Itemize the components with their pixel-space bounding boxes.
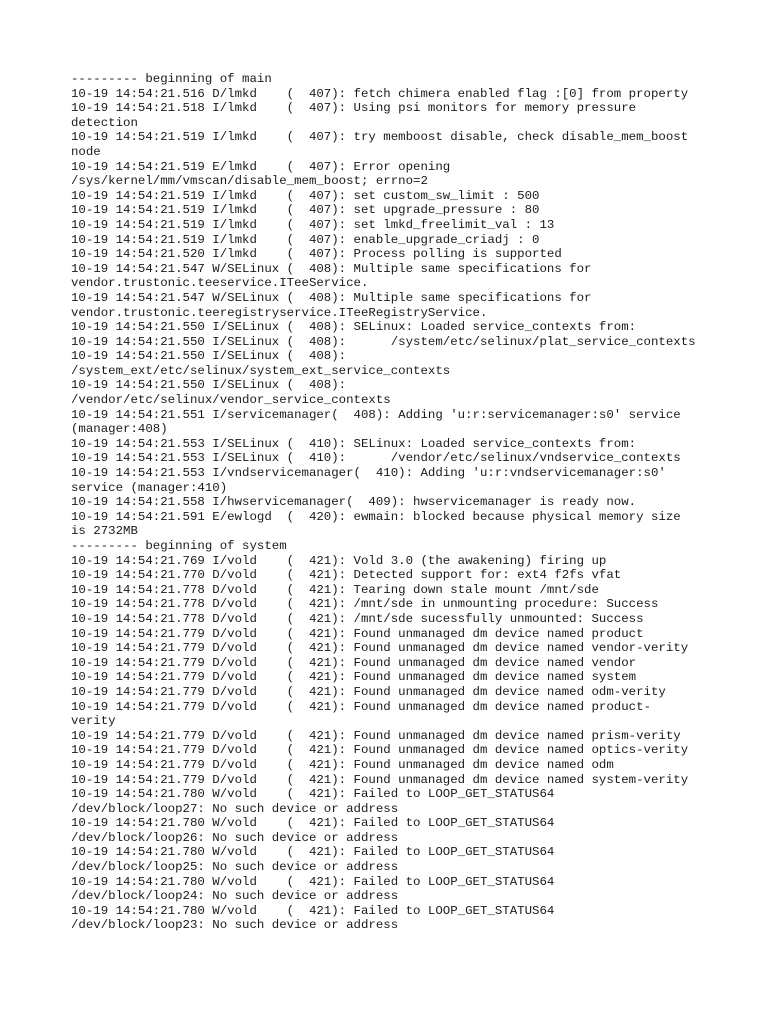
log-line: 10-19 14:54:21.519 I/lmkd ( 407): set custom_sw_limit : 500	[71, 188, 540, 203]
log-line: 10-19 14:54:21.779 D/vold ( 421): Found unmanaged dm device named vendor-verity	[71, 641, 689, 656]
log-line: 10-19 14:54:21.591 E/ewlogd ( 420): ewmain: blocked because physical memory size	[71, 509, 681, 524]
log-line: 10-19 14:54:21.550 I/SELinux ( 408): SELinux: Loaded service_contexts from:	[71, 320, 637, 335]
log-line: 10-19 14:54:21.519 E/lmkd ( 407): Error opening	[71, 159, 451, 174]
log-line: 10-19 14:54:21.778 D/vold ( 421): /mnt/sde in unmounting procedure: Success	[71, 597, 659, 612]
log-line: service (manager:410)	[71, 480, 228, 495]
log-line: 10-19 14:54:21.779 D/vold ( 421): Found unmanaged dm device named prism-verity	[71, 728, 681, 743]
log-line: /dev/block/loop23: No such device or address	[71, 918, 399, 933]
log-line: 10-19 14:54:21.779 D/vold ( 421): Found unmanaged dm device named vendor	[71, 655, 637, 670]
log-line: 10-19 14:54:21.780 W/vold ( 421): Failed to LOOP_GET_STATUS64	[71, 903, 555, 918]
log-line: /dev/block/loop27: No such device or address	[71, 801, 399, 816]
log-line: 10-19 14:54:21.779 D/vold ( 421): Found unmanaged dm device named system-verity	[71, 772, 689, 787]
log-line: 10-19 14:54:21.553 I/vndservicemanager( 410): Adding 'u:r:vndservicemanager:s0'	[71, 466, 666, 481]
log-line: 10-19 14:54:21.779 D/vold ( 421): Found unmanaged dm device named odm-verity	[71, 684, 666, 699]
log-line: 10-19 14:54:21.551 I/servicemanager( 408): Adding 'u:r:servicemanager:s0' service	[71, 407, 681, 422]
log-line: 10-19 14:54:21.780 W/vold ( 421): Failed to LOOP_GET_STATUS64	[71, 816, 555, 831]
log-line: /sys/kernel/mm/vmscan/disable_mem_boost; errno=2	[71, 174, 428, 189]
log-line: 10-19 14:54:21.769 I/vold ( 421): Vold 3.0 (the awakening) firing up	[71, 553, 607, 568]
log-line: node	[71, 144, 101, 159]
log-line: /dev/block/loop25: No such device or address	[71, 860, 399, 875]
log-line: 10-19 14:54:21.519 I/lmkd ( 407): enable_upgrade_criadj : 0	[71, 232, 540, 247]
log-line: is 2732MB	[71, 524, 138, 539]
log-line: 10-19 14:54:21.553 I/SELinux ( 410): /vendor/etc/selinux/vndservice_contexts	[71, 451, 681, 466]
log-line: 10-19 14:54:21.778 D/vold ( 421): /mnt/sde sucessfully unmounted: Success	[71, 611, 644, 626]
log-line: 10-19 14:54:21.558 I/hwservicemanager( 409): hwservicemanager is ready now.	[71, 495, 637, 510]
log-line: 10-19 14:54:21.780 W/vold ( 421): Failed to LOOP_GET_STATUS64	[71, 874, 555, 889]
log-line: verity	[71, 714, 116, 729]
log-line: 10-19 14:54:21.780 W/vold ( 421): Failed to LOOP_GET_STATUS64	[71, 787, 555, 802]
log-line: 10-19 14:54:21.550 I/SELinux ( 408):	[71, 378, 347, 393]
log-line: (manager:408)	[71, 422, 168, 437]
log-line: 10-19 14:54:21.520 I/lmkd ( 407): Process polling is supported	[71, 247, 562, 262]
log-line: --------- beginning of system	[71, 539, 287, 553]
log-line: 10-19 14:54:21.780 W/vold ( 421): Failed to LOOP_GET_STATUS64	[71, 845, 555, 860]
log-line: /vendor/etc/selinux/vendor_service_contexts	[71, 393, 391, 408]
log-line: 10-19 14:54:21.779 D/vold ( 421): Found unmanaged dm device named system	[71, 670, 637, 685]
log-line: /dev/block/loop24: No such device or address	[71, 889, 399, 904]
log-line: vendor.trustonic.teeregistryservice.ITeeRegistryService.	[71, 305, 488, 320]
log-line: /dev/block/loop26: No such device or address	[71, 830, 399, 845]
log-line: detection	[71, 115, 138, 130]
log-line: 10-19 14:54:21.547 W/SELinux ( 408): Multiple same specifications for	[71, 290, 592, 305]
log-document	[71, 72, 711, 933]
log-line: 10-19 14:54:21.553 I/SELinux ( 410): SELinux: Loaded service_contexts from:	[71, 436, 637, 451]
log-line: 10-19 14:54:21.779 D/vold ( 421): Found unmanaged dm device named product	[71, 626, 644, 641]
log-line: 10-19 14:54:21.770 D/vold ( 421): Detected support for: ext4 f2fs vfat	[71, 568, 622, 583]
log-line: vendor.trustonic.teeservice.ITeeService.	[71, 276, 369, 291]
log-line: 10-19 14:54:21.547 W/SELinux ( 408): Multiple same specifications for	[71, 261, 592, 276]
log-line: 10-19 14:54:21.519 I/lmkd ( 407): set upgrade_pressure : 80	[71, 203, 540, 218]
log-line: 10-19 14:54:21.516 D/lmkd ( 407): fetch chimera enabled flag :[0] from property	[71, 86, 689, 101]
log-line: /system_ext/etc/selinux/system_ext_service_contexts	[71, 363, 451, 378]
log-line: 10-19 14:54:21.779 D/vold ( 421): Found unmanaged dm device named product-	[71, 699, 651, 714]
log-line: 10-19 14:54:21.518 I/lmkd ( 407): Using psi monitors for memory pressure	[71, 101, 637, 116]
log-line: 10-19 14:54:21.519 I/lmkd ( 407): set lmkd_freelimit_val : 13	[71, 217, 555, 232]
log-line: 10-19 14:54:21.519 I/lmkd ( 407): try memboost disable, check disable_mem_boost	[71, 130, 689, 145]
log-line: 10-19 14:54:21.779 D/vold ( 421): Found unmanaged dm device named odm	[71, 757, 614, 772]
log-line: 10-19 14:54:21.779 D/vold ( 421): Found unmanaged dm device named optics-verity	[71, 743, 689, 758]
log-line: --------- beginning of main	[71, 72, 272, 86]
log-line: 10-19 14:54:21.778 D/vold ( 421): Tearing down stale mount /mnt/sde	[71, 582, 599, 597]
log-line: 10-19 14:54:21.550 I/SELinux ( 408):	[71, 349, 347, 364]
log-line: 10-19 14:54:21.550 I/SELinux ( 408): /system/etc/selinux/plat_service_contexts	[71, 334, 696, 349]
